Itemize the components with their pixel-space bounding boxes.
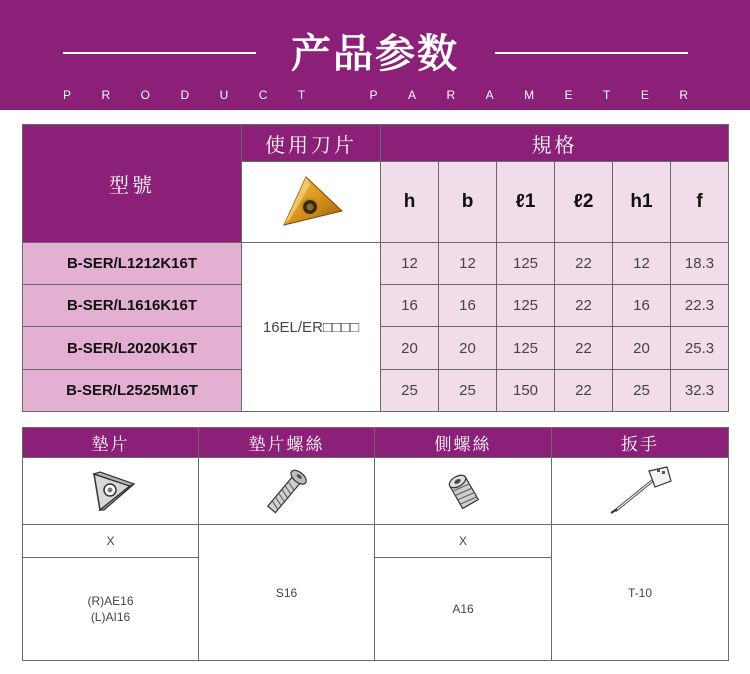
subtitle-letter: R: [101, 88, 111, 102]
parts-header-shim-screw: 墊片螺絲: [198, 427, 375, 458]
shim-icon: [86, 468, 136, 514]
value-cell: 125: [496, 284, 555, 327]
shim-x-mark: X: [22, 524, 199, 558]
spec-col-l2: ℓ2: [554, 161, 613, 243]
shim-code-right: (R)AE16: [87, 594, 134, 608]
wrench-code: T-10: [551, 524, 729, 661]
parts-header-shim: 墊片: [22, 427, 199, 458]
subtitle-letter: R: [679, 88, 688, 102]
subtitle-letter: A: [485, 88, 494, 102]
page-title: 产品参数: [291, 31, 459, 77]
wrench-icon: [605, 463, 675, 519]
parts-header-wrench: 扳手: [551, 427, 729, 458]
model-cell: B-SER/L2525M16T: [22, 369, 242, 412]
shim-image-cell: [22, 457, 199, 525]
value-cell: 16: [380, 284, 439, 327]
subtitle-letter: M: [524, 88, 535, 102]
page-subtitle: [63, 88, 688, 102]
value-cell: 125: [496, 326, 555, 370]
parts-header-side-screw: 側螺絲: [374, 427, 552, 458]
value-cell: 22.3: [670, 284, 729, 327]
shim-code-left: (L)AI16: [90, 610, 131, 624]
spec-col-h: h: [380, 161, 439, 243]
subtitle-letter: T: [297, 88, 306, 102]
value-cell: 18.3: [670, 242, 729, 285]
subtitle-letter: D: [180, 88, 190, 102]
subtitle-letter: E: [640, 88, 649, 102]
screw-icon: [264, 463, 310, 519]
value-cell: 22: [554, 369, 613, 412]
model-header: 型號: [22, 124, 242, 243]
insert-label: 16EL/ER□□□□: [241, 242, 381, 412]
value-cell: 22: [554, 326, 613, 370]
value-cell: 12: [438, 242, 497, 285]
subtitle-letter: A: [407, 88, 416, 102]
value-cell: 12: [612, 242, 671, 285]
screw-image-cell: [198, 457, 375, 525]
value-cell: 16: [612, 284, 671, 327]
value-cell: 25.3: [670, 326, 729, 370]
screw-code: S16: [198, 524, 375, 661]
parts-table: [22, 427, 729, 661]
wrench-image-cell: [551, 457, 729, 525]
side-screw-x-mark: X: [374, 524, 552, 558]
value-cell: 25: [612, 369, 671, 412]
spec-col-f: f: [670, 161, 729, 243]
model-cell: B-SER/L1616K16T: [22, 284, 242, 327]
value-cell: 16: [438, 284, 497, 327]
insert-icon: [276, 173, 346, 231]
insert-image-cell: [241, 161, 381, 243]
subtitle-letter: P: [369, 88, 378, 102]
header-banner: [0, 0, 750, 110]
value-cell: 32.3: [670, 369, 729, 412]
subtitle-letter: P: [63, 88, 72, 102]
value-cell: 20: [438, 326, 497, 370]
spec-table: [22, 124, 729, 412]
value-cell: 20: [380, 326, 439, 370]
value-cell: 25: [438, 369, 497, 412]
value-cell: 150: [496, 369, 555, 412]
banner-line-right: [495, 52, 688, 54]
subtitle-gap: [336, 88, 339, 102]
value-cell: 20: [612, 326, 671, 370]
spec-header: 規格: [380, 124, 729, 162]
subtitle-letter: E: [564, 88, 573, 102]
value-cell: 12: [380, 242, 439, 285]
value-cell: 125: [496, 242, 555, 285]
subtitle-letter: R: [446, 88, 456, 102]
side-screw-code: A16: [374, 557, 552, 661]
insert-header: 使用刀片: [241, 124, 381, 162]
subtitle-letter: T: [603, 88, 611, 102]
subtitle-letter: O: [140, 88, 150, 102]
shim-codes: [22, 557, 199, 661]
model-cell: B-SER/L1212K16T: [22, 242, 242, 285]
subtitle-letter: U: [219, 88, 229, 102]
side-screw-image-cell: [374, 457, 552, 525]
subtitle-letter: C: [258, 88, 268, 102]
spec-col-h1: h1: [612, 161, 671, 243]
side-screw-icon: [441, 466, 485, 516]
spec-col-b: b: [438, 161, 497, 243]
model-cell: B-SER/L2020K16T: [22, 326, 242, 370]
value-cell: 22: [554, 284, 613, 327]
spec-col-l1: ℓ1: [496, 161, 555, 243]
value-cell: 25: [380, 369, 439, 412]
value-cell: 22: [554, 242, 613, 285]
